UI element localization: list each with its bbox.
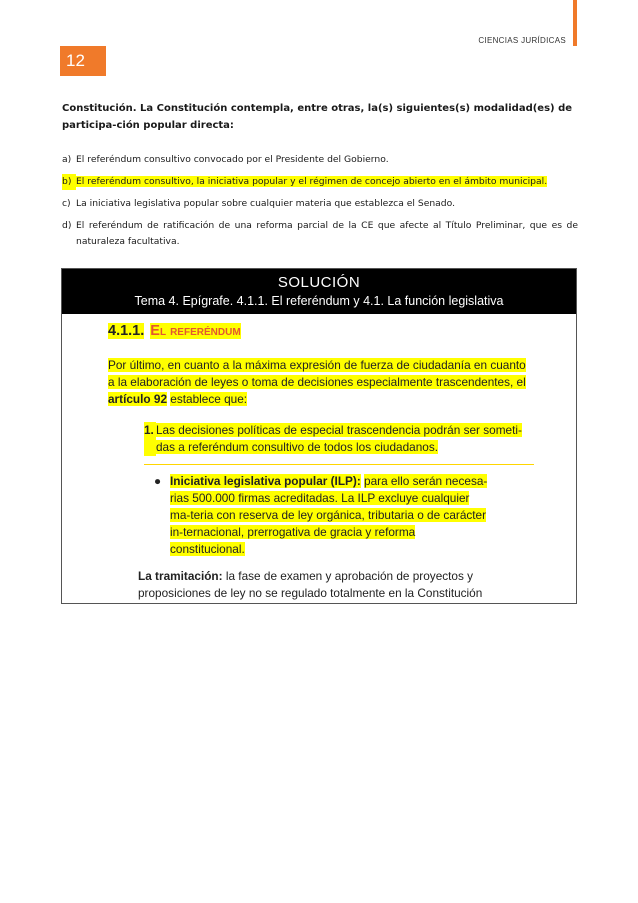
option-d[interactable] [62, 218, 578, 250]
excerpt-item-number: 1. [144, 422, 156, 456]
excerpt-tramitacion-text: la fase de examen y aprobación de proyectos y proposiciones de ley no se regulado totalmente en la Constitución [138, 569, 483, 600]
excerpt-paragraph [108, 357, 534, 408]
textbook-excerpt-image [108, 319, 534, 600]
excerpt-heading-title: El referéndum [150, 323, 241, 339]
excerpt-heading-number: 4.1.1. [108, 323, 145, 339]
option-text: El referéndum de ratificación de una reforma parcial de la CE que afecte al Título Preliminar, que es de naturaleza facultativa. [76, 220, 578, 247]
option-letter: b) [62, 174, 76, 190]
bullet-icon: ● [154, 474, 162, 488]
solution-subtitle: Tema 4. Epígrafe. 4.1.1. El referéndum y 4.1. La función legislativa [134, 294, 504, 308]
solution-header [62, 269, 576, 314]
solution-title: SOLUCIÓN [277, 274, 361, 291]
option-letter: d) [62, 220, 72, 231]
excerpt-paragraph-end: establece que: [170, 392, 248, 406]
excerpt-article-ref: artículo 92 [108, 392, 168, 406]
page-number-badge: 12 [60, 46, 106, 76]
excerpt-paragraph-text: Por último, en cuanto a la máxima expresión de fuerza de ciudadanía en cuanto a la elaboración de leyes o toma de decisiones especialmente trascendentes, el [108, 358, 526, 389]
excerpt-divider [144, 464, 534, 465]
option-text: La iniciativa legislativa popular sobre cualquier materia que establezca el Senado. [76, 198, 456, 209]
question-text: Constitución. La Constitución contempla, entre otras, la(s) siguientes(s) modalidad(es) de participa-ción popular directa: [62, 103, 573, 131]
option-text: El referéndum consultivo convocado por el Presidente del Gobierno. [76, 154, 389, 165]
excerpt-numbered-item [144, 422, 534, 456]
solution-box [61, 268, 577, 604]
excerpt-tramitacion-title: La tramitación: [138, 569, 223, 583]
excerpt-bullet-text: para ello serán necesa-rias 500.000 firmas acreditadas. La ILP excluye cualquier ma-teria con reserva de ley orgánica, tributaria o de carácter in-ternacional, prerrogativa de gracia y reforma constitucional. [170, 474, 488, 556]
excerpt-item-text: Las decisiones políticas de especial trascendencia podrán ser someti-das a referéndum consultivo de todos los ciudadanos. [156, 423, 522, 454]
section-label: CIENCIAS JURÍDICAS [478, 36, 566, 45]
option-letter: c) [62, 198, 71, 209]
excerpt-tramitacion [138, 568, 518, 602]
option-c[interactable] [62, 196, 578, 212]
option-a[interactable] [62, 152, 578, 168]
answer-options [62, 152, 578, 256]
excerpt-bullet-item [154, 473, 488, 558]
option-b[interactable] [62, 174, 578, 190]
option-text-highlighted: El referéndum consultivo, la iniciativa popular y el régimen de concejo abierto en el ámbito municipal. [76, 176, 548, 187]
excerpt-bullet-title: Iniciativa legislativa popular (ILP): [170, 474, 361, 488]
excerpt-heading [108, 321, 534, 341]
header-accent-bar [573, 0, 577, 46]
option-letter: a) [62, 154, 72, 165]
